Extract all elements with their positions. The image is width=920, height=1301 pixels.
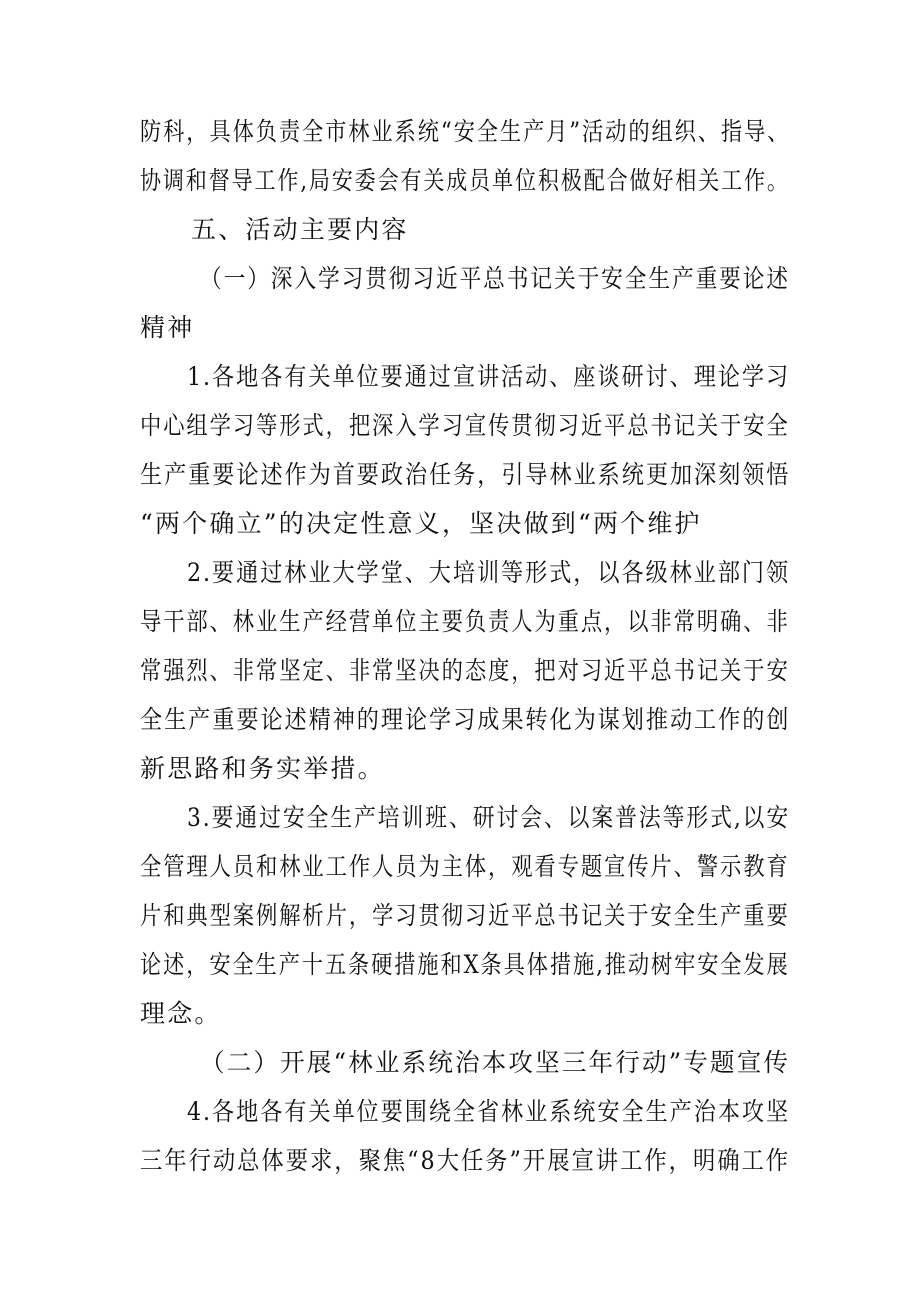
text-line: 协调和督导工作,局安委会有关成员单位积极配合做好相关工作。 bbox=[140, 166, 790, 195]
text-line: 理念。 bbox=[140, 999, 222, 1028]
text-line: 全管理人员和林业工作人员为主体，观看专题宣传片、警示教育 bbox=[140, 852, 790, 881]
text-line: 1.各地各有关单位要通过宣讲活动、座谈研讨、理论学习 bbox=[187, 362, 791, 391]
subsection-heading: （一）深入学习贯彻习近平总书记关于安全生产重要论述 bbox=[200, 264, 790, 293]
text-line: 新思路和务实举措。 bbox=[140, 754, 385, 783]
text-line: 3.要通过安全生产培训班、研讨会、以案普法等形式,以安 bbox=[187, 803, 791, 832]
text-line: 论述，安全生产十五条硬措施和X条具体措施,推动树牢安全发展 bbox=[140, 950, 790, 979]
text-line: 生产重要论述作为首要政治任务，引导林业系统更加深刻领悟 bbox=[140, 460, 791, 489]
section-heading: 五、活动主要内容 bbox=[191, 215, 409, 244]
text-line: 三年行动总体要求，聚焦“8大任务”开展宣讲工作，明确工作 bbox=[140, 1146, 791, 1175]
text-line: “两个确立”的决定性意义，坚决做到“两个维护 bbox=[140, 509, 702, 538]
text-line: 中心组学习等形式，把深入学习宣传贯彻习近平总书记关于安全 bbox=[140, 411, 790, 440]
subsection-heading: （二）开展“林业系统治本攻坚三年行动”专题宣传 bbox=[200, 1048, 791, 1077]
text-line: 常强烈、非常坚定、非常坚决的态度，把对习近平总书记关于安 bbox=[140, 656, 790, 685]
text-line: 导干部、林业生产经营单位主要负责人为重点，以非常明确、非 bbox=[140, 607, 790, 636]
text-line: 全生产重要论述精神的理论学习成果转化为谋划推动工作的创 bbox=[140, 705, 791, 734]
subsection-heading: 精神 bbox=[140, 313, 195, 342]
text-line: 4.各地各有关单位要围绕全省林业系统安全生产治本攻坚 bbox=[187, 1097, 791, 1126]
text-line: 片和典型案例解析片，学习贯彻习近平总书记关于安全生产重要 bbox=[140, 901, 790, 930]
text-line: 防科，具体负责全市林业系统“安全生产月”活动的组织、指导、 bbox=[140, 117, 791, 146]
text-line: 2.要通过林业大学堂、大培训等形式，以各级林业部门领 bbox=[187, 558, 791, 587]
